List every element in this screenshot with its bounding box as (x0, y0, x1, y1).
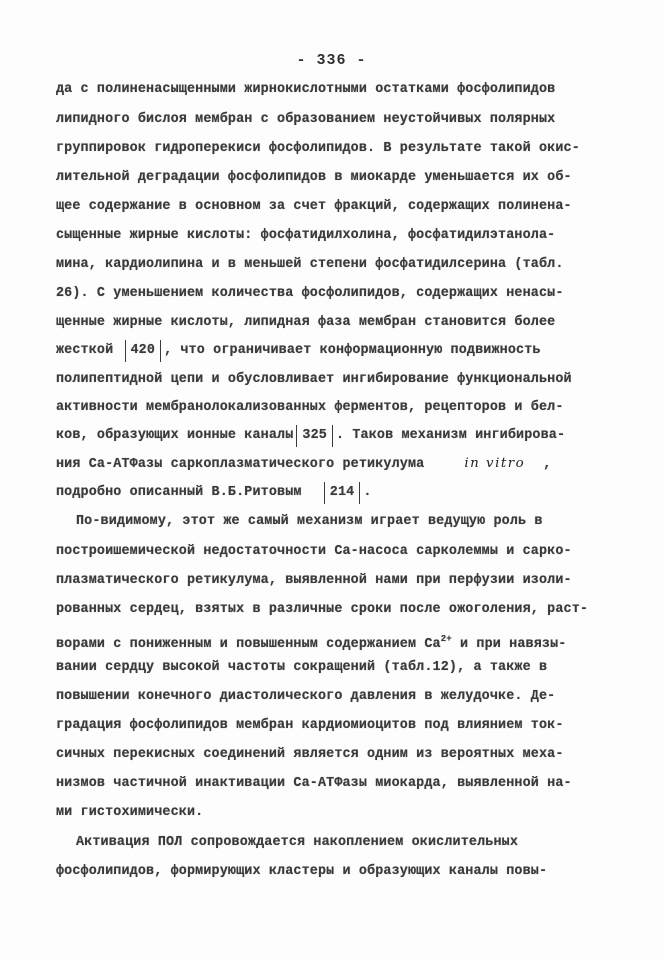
handwritten-annotation: in vitro (464, 456, 526, 471)
superscript: 2+ (440, 634, 452, 644)
text-fragment: , (543, 457, 552, 472)
text-line: полипептидной цепи и обусловливает ингибирование функциональной (56, 372, 572, 387)
text-fragment: . Таков механизм ингибирова- (335, 428, 566, 443)
text-line: щее содержание в основном за счет фракций, содержащих полинена- (56, 199, 572, 214)
text-line-indented: По-видимому, этот же самый механизм играет ведущую роль в (76, 514, 543, 529)
text-line: группировок гидроперекиси фосфолипидов. В результате такой окис- (56, 141, 580, 156)
text-line: рованных сердец, взятых в различные сроки после ожоголения, раст- (56, 602, 589, 617)
text-line: 26). С уменьшением количества фосфолипидов, содержащих ненасы- (56, 286, 564, 301)
text-line: вании сердцу высокой частоты сокращений (табл.12), а также в (56, 660, 548, 675)
text-line: лительной деградации фосфолипидов в миокарде уменьшается их об- (56, 170, 572, 185)
text-line: сыщенные жирные кислоты: фосфатидилхолина, фосфатидилэтанола- (56, 228, 556, 243)
text-line: активности мембранолокализованных ферментов, рецепторов и бел- (56, 400, 564, 415)
text-fragment: подробно описанный В.Б.Ритовым (56, 485, 302, 500)
text-line: да с полиненасыщенными жирнокислотными остатками фосфолипидов (56, 82, 556, 97)
text-line-indented: Активация ПОЛ сопровождается накоплением окислительных (76, 835, 519, 850)
text-line: низмов частичной инактивации Са-АТФазы миокарда, выявленной на- (56, 776, 572, 791)
text-line: фосфолипидов, формирующих кластеры и образующих каналы повы- (56, 864, 548, 879)
text-line-with-citation (56, 482, 616, 504)
text-line: мина, кардиолипина и в меньшей степени фосфатидилсерина (табл. (56, 257, 564, 272)
text-line-with-handwriting (56, 454, 616, 475)
citation-bracket: 214 (324, 482, 361, 504)
text-line: повышении конечного диастолического давления в желудочке. Де- (56, 689, 556, 704)
text-fragment: . (363, 485, 372, 500)
text-fragment: ворами с пониженным и повышенным содержанием Са (56, 637, 441, 652)
text-line: градация фосфолипидов мембран кардиомиоцитов под влиянием ток- (56, 718, 564, 733)
text-line: щенные жирные кислоты, липидная фаза мембран становится более (56, 315, 556, 330)
text-line: липидного бислоя мембран с образованием неустойчивых полярных (56, 112, 556, 127)
text-line-with-citation (56, 425, 616, 447)
text-fragment: и при навязы- (451, 637, 567, 652)
text-fragment: , что ограничивает конформационную подвижность (164, 343, 541, 358)
text-line-with-superscript (56, 629, 616, 655)
text-line: сичных перекисных соединений является одним из вероятных меха- (56, 747, 564, 762)
text-fragment: ния Са-АТФазы саркоплазматического ретикулума (56, 457, 425, 472)
citation-bracket: 420 (125, 340, 162, 362)
text-line: построишемической недостаточности Са-насоса сарколеммы и сарко- (56, 544, 572, 559)
text-line: ми гистохимически. (56, 805, 204, 820)
text-fragment: ков, образующих ионные каналы (56, 428, 294, 443)
text-line-with-citation (56, 340, 616, 362)
page-number: - 336 - (296, 52, 367, 69)
text-line: плазматического ретикулума, выявленной нами при перфузии изоли- (56, 573, 572, 588)
text-fragment: жесткой (56, 343, 114, 358)
citation-bracket: 325 (296, 425, 333, 447)
